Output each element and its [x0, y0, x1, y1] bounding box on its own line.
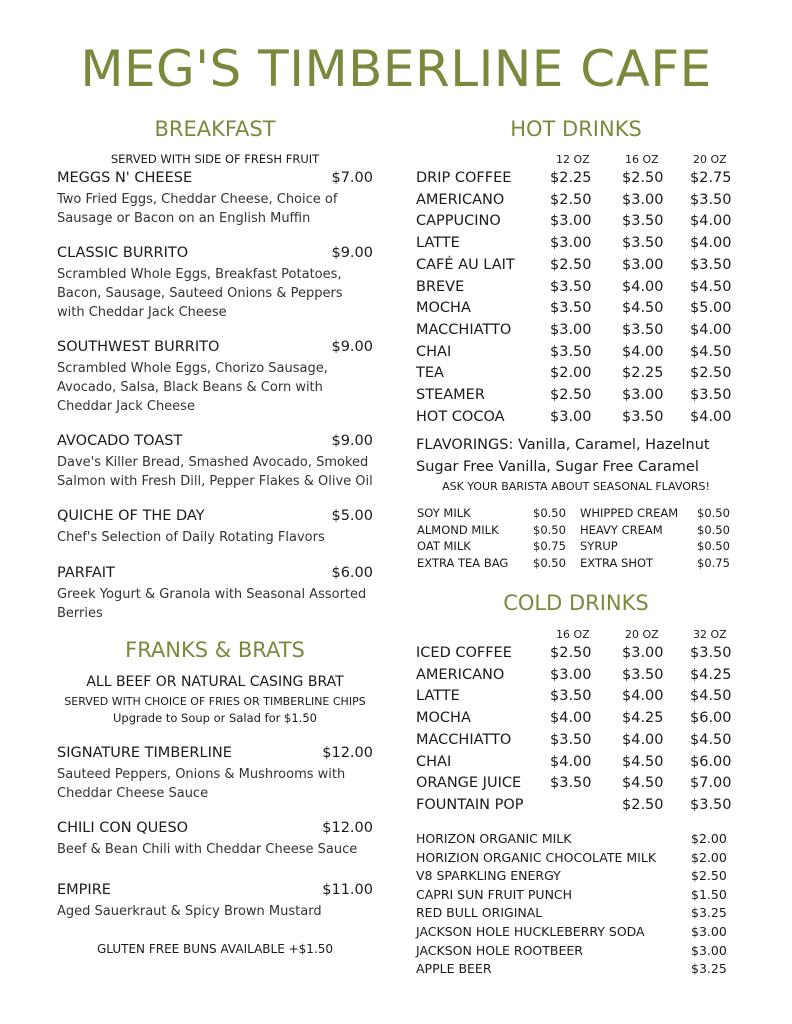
addon-price: $0.75	[533, 539, 566, 553]
addon-name: SYRUP	[580, 539, 618, 553]
drink-row	[416, 257, 746, 278]
size-header: 12 OZ	[556, 153, 590, 166]
drink-row	[416, 797, 746, 818]
drink-price: $2.25	[550, 170, 592, 186]
addon-name: EXTRA TEA BAG	[417, 555, 509, 570]
drink-price: $4.50	[622, 753, 664, 770]
item-name: CLASSIC BURRITO	[57, 245, 189, 261]
menu-item	[57, 508, 373, 547]
drink-price: $3.50	[690, 256, 732, 273]
item-price: $12.00	[322, 745, 373, 761]
drink-name: BREVE	[416, 278, 465, 295]
drink-name: HOT COCOA	[416, 408, 505, 425]
gluten-free-note: GLUTEN FREE BUNS AVAILABLE +$1.50	[96, 942, 334, 956]
item-name: MEGGS N' CHEESE	[57, 170, 193, 186]
addon-name: ALMOND MILK	[417, 522, 499, 537]
drink-price: $4.00	[622, 731, 664, 748]
item-description: Two Fried Eggs, Cheddar Cheese, Choice of Sausage or Bacon on an English Muffin	[57, 192, 338, 226]
flavorings-line	[416, 437, 710, 453]
drink-price: $4.50	[690, 688, 732, 705]
breakfast-heading: BREAKFAST	[154, 117, 276, 141]
drink-row	[416, 279, 746, 300]
menu-item	[57, 339, 373, 416]
menu-item	[57, 565, 373, 623]
drink-price: $4.00	[550, 710, 592, 727]
drink-price: $3.50	[690, 645, 732, 661]
addon-name: OAT MILK	[417, 539, 471, 553]
drink-price: $4.00	[622, 278, 664, 295]
drink-price: $4.25	[622, 710, 664, 727]
menu-item	[57, 433, 373, 491]
drink-name: CHAI	[416, 753, 452, 770]
drink-price: $2.50	[550, 387, 592, 403]
drink-price: $3.50	[550, 775, 592, 792]
drink-price: $3.50	[622, 666, 664, 683]
other-drink-price: $3.00	[691, 924, 727, 939]
other-drink-price: $3.25	[691, 961, 727, 977]
drink-row	[416, 213, 746, 234]
franks-sides-note: SERVED WITH CHOICE OF FRIES OR TIMBERLINE CHIPS	[64, 695, 366, 708]
drink-row	[416, 192, 746, 213]
addon-name: HEAVY CREAM	[580, 522, 663, 537]
drink-price: $2.50	[550, 645, 592, 661]
hot-drinks-heading: HOT DRINKS	[510, 117, 642, 141]
drink-row	[416, 732, 746, 753]
franks-upgrade-note: Upgrade to Soup or Salad for $1.50	[113, 711, 317, 725]
drink-price: $3.50	[622, 321, 664, 338]
item-price: $11.00	[322, 882, 373, 898]
drink-name: MOCHA	[416, 300, 471, 317]
drink-price: $3.50	[690, 796, 732, 813]
drink-price: $2.50	[550, 191, 592, 208]
item-name: PARFAIT	[57, 565, 115, 581]
drink-name: TEA	[416, 365, 444, 382]
franks-heading: FRANKS & BRATS	[125, 638, 305, 662]
drink-price: $2.25	[622, 365, 664, 382]
franks-note: ALL BEEF OR NATURAL CASING BRAT	[86, 674, 344, 690]
drink-price: $2.50	[622, 796, 664, 813]
item-description: Scrambled Whole Eggs, Breakfast Potatoes, Bacon, Sausage, Sauteed Onions & Peppers with Cheddar Jack Cheese	[57, 267, 343, 320]
drink-price: $4.00	[550, 753, 592, 770]
drink-name: AMERICANO	[416, 191, 505, 208]
size-header: 20 OZ	[625, 628, 659, 641]
drink-price: $2.50	[622, 170, 664, 186]
addon-price: $0.50	[533, 506, 566, 520]
item-description: Greek Yogurt & Granola with Seasonal Assorted Berries	[57, 587, 367, 621]
drink-price: $3.00	[550, 235, 592, 252]
menu-item	[57, 745, 373, 803]
other-drink-name: V8 SPARKLING ENERGY	[416, 868, 561, 884]
addon-price: $0.75	[697, 555, 730, 570]
drink-row	[416, 387, 746, 408]
item-price: $5.00	[331, 508, 373, 524]
item-price: $6.00	[331, 565, 373, 581]
item-description: Chef's Selection of Daily Rotating Flavors	[57, 530, 325, 545]
sugar-free-flavors: Sugar Free Vanilla, Sugar Free Caramel	[416, 459, 699, 475]
drink-price: $4.00	[690, 321, 732, 338]
drink-price: $3.00	[622, 387, 664, 403]
drink-price: $3.50	[690, 387, 732, 403]
drink-price: $4.00	[690, 235, 732, 252]
drink-price: $2.50	[690, 365, 732, 382]
drink-name: MOCHA	[416, 710, 471, 727]
other-drink-name: RED BULL ORIGINAL	[416, 905, 543, 921]
drink-price: $3.50	[622, 235, 664, 252]
addon-name: WHIPPED CREAM	[580, 506, 679, 520]
drink-price: $3.50	[550, 300, 592, 317]
drink-price: $3.00	[622, 256, 664, 273]
drink-row	[416, 170, 746, 191]
other-drink-price: $3.00	[691, 942, 727, 958]
flavorings-list: Vanilla, Caramel, Hazelnut	[517, 437, 710, 453]
drink-price: $3.50	[690, 191, 732, 208]
drink-price: $4.00	[622, 343, 664, 360]
addon-price: $0.50	[533, 555, 566, 570]
drink-row	[416, 235, 746, 256]
item-name: QUICHE OF THE DAY	[57, 508, 205, 524]
cold-drinks-heading: COLD DRINKS	[503, 591, 649, 615]
drink-price: $3.50	[550, 688, 592, 705]
drink-row	[416, 344, 746, 365]
size-header: 16 OZ	[625, 153, 659, 166]
drink-row	[416, 667, 746, 688]
item-description: Beef & Bean Chili with Cheddar Cheese Sauce	[57, 842, 358, 857]
drink-name: CAPPUCINO	[416, 213, 501, 230]
drink-name: DRIP COFFEE	[416, 170, 512, 186]
drink-name: LATTE	[416, 235, 460, 252]
size-header: 20 OZ	[693, 153, 727, 166]
other-drink-row	[416, 943, 746, 961]
other-drink-name: CAPRI SUN FRUIT PUNCH	[416, 886, 573, 902]
menu-item	[57, 820, 373, 859]
drink-name: CAFÉ AU LAIT	[416, 256, 515, 273]
drink-row	[416, 710, 746, 731]
menu-item	[57, 882, 373, 921]
drink-name: FOUNTAIN POP	[416, 796, 524, 813]
drink-price: $4.50	[690, 731, 732, 748]
addon-price: $0.50	[697, 539, 730, 553]
item-name: EMPIRE	[57, 882, 111, 898]
drink-price: $3.00	[550, 408, 592, 425]
other-drink-name: HORIZION ORGANIC CHOCOLATE MILK	[416, 849, 657, 865]
drink-price: $2.00	[550, 365, 592, 382]
addon-name: EXTRA SHOT	[580, 555, 654, 570]
drink-row	[416, 322, 746, 343]
other-drink-row	[416, 924, 746, 942]
other-drink-row	[416, 850, 746, 868]
addon-price: $0.50	[697, 506, 730, 520]
drink-price: $4.00	[622, 688, 664, 705]
drink-price: $6.00	[690, 753, 732, 770]
drink-price: $3.00	[622, 191, 664, 208]
drink-price: $3.00	[550, 213, 592, 230]
drink-price: $5.00	[690, 300, 732, 317]
item-name: AVOCADO TOAST	[57, 433, 183, 449]
flavorings-label: FLAVORINGS:	[416, 437, 514, 453]
seasonal-note: ASK YOUR BARISTA ABOUT SEASONAL FLAVORS!	[442, 480, 710, 493]
drink-price: $4.50	[690, 343, 732, 360]
drink-name: LATTE	[416, 688, 460, 705]
other-drink-row	[416, 887, 746, 905]
item-description: Sauteed Peppers, Onions & Mushrooms with Cheddar Cheese Sauce	[57, 767, 346, 801]
other-drink-price: $3.25	[691, 905, 727, 921]
menu-item	[57, 245, 373, 322]
other-drink-row	[416, 961, 746, 979]
item-description: Aged Sauerkraut & Spicy Brown Mustard	[57, 904, 322, 919]
item-price: $12.00	[322, 820, 373, 836]
drink-price: $3.50	[622, 408, 664, 425]
drink-row	[416, 688, 746, 709]
drink-row	[416, 409, 746, 430]
drink-row	[416, 754, 746, 775]
drink-name: AMERICANO	[416, 666, 505, 683]
addon-price: $0.50	[533, 522, 566, 537]
drink-price: $3.00	[550, 666, 592, 683]
addon-price: $0.50	[697, 522, 730, 537]
size-header: 16 OZ	[556, 628, 590, 641]
drink-name: ORANGE JUICE	[416, 775, 522, 792]
item-name: CHILI CON QUESO	[57, 820, 189, 836]
drink-row	[416, 775, 746, 796]
other-drink-row	[416, 868, 746, 886]
other-drink-name: JACKSON HOLE ROOTBEER	[416, 942, 583, 958]
drink-price: $7.00	[690, 775, 732, 792]
other-drink-price: $2.00	[691, 831, 727, 846]
drink-price: $6.00	[690, 710, 732, 727]
other-drink-row	[416, 831, 746, 849]
drink-name: CHAI	[416, 343, 452, 360]
other-drink-name: APPLE BEER	[416, 961, 492, 977]
drink-row	[416, 645, 746, 666]
item-description: Dave's Killer Bread, Smashed Avocado, Smoked Salmon with Fresh Dill, Pepper Flakes & Olive Oil	[57, 455, 373, 489]
drink-price: $3.50	[622, 213, 664, 230]
other-drink-name: JACKSON HOLE HUCKLEBERRY SODA	[416, 924, 645, 939]
item-price: $9.00	[331, 245, 373, 261]
drink-name: MACCHIATTO	[416, 321, 512, 338]
menu-item	[57, 170, 373, 228]
size-header: 32 OZ	[693, 628, 727, 641]
drink-price: $4.25	[690, 666, 732, 683]
drink-row	[416, 300, 746, 321]
other-drink-price: $2.00	[691, 849, 727, 865]
drink-name: STEAMER	[416, 387, 485, 403]
drink-price: $2.75	[690, 170, 732, 186]
drink-price: $4.00	[690, 213, 732, 230]
drink-name: ICED COFFEE	[416, 645, 512, 661]
drink-price: $3.00	[622, 645, 664, 661]
item-description: Scrambled Whole Eggs, Chorizo Sausage, Avocado, Salsa, Black Beans & Corn with Cheddar Jack Cheese	[57, 361, 328, 414]
drink-price: $3.50	[550, 731, 592, 748]
addon-name: SOY MILK	[417, 506, 471, 520]
other-drink-name: HORIZON ORGANIC MILK	[416, 831, 572, 846]
drink-row	[416, 365, 746, 386]
item-name: SOUTHWEST BURRITO	[57, 339, 220, 355]
item-price: $9.00	[331, 339, 373, 355]
menu-title: MEG'S TIMBERLINE CAFE	[80, 40, 712, 98]
drink-price: $2.50	[550, 256, 592, 273]
drink-price: $3.00	[550, 321, 592, 338]
other-drink-row	[416, 905, 746, 923]
drink-price: $4.50	[622, 775, 664, 792]
other-drink-price: $2.50	[691, 868, 727, 884]
drink-price: $4.00	[690, 408, 732, 425]
drink-price: $3.50	[550, 278, 592, 295]
drink-name: MACCHIATTO	[416, 731, 512, 748]
drink-price: $4.50	[622, 300, 664, 317]
drink-price: $4.50	[690, 278, 732, 295]
item-name: SIGNATURE TIMBERLINE	[57, 745, 232, 761]
drink-price: $3.50	[550, 343, 592, 360]
item-price: $7.00	[331, 170, 373, 186]
breakfast-note: SERVED WITH SIDE OF FRESH FRUIT	[110, 152, 320, 166]
item-price: $9.00	[331, 433, 373, 449]
other-drink-price: $1.50	[691, 886, 727, 902]
